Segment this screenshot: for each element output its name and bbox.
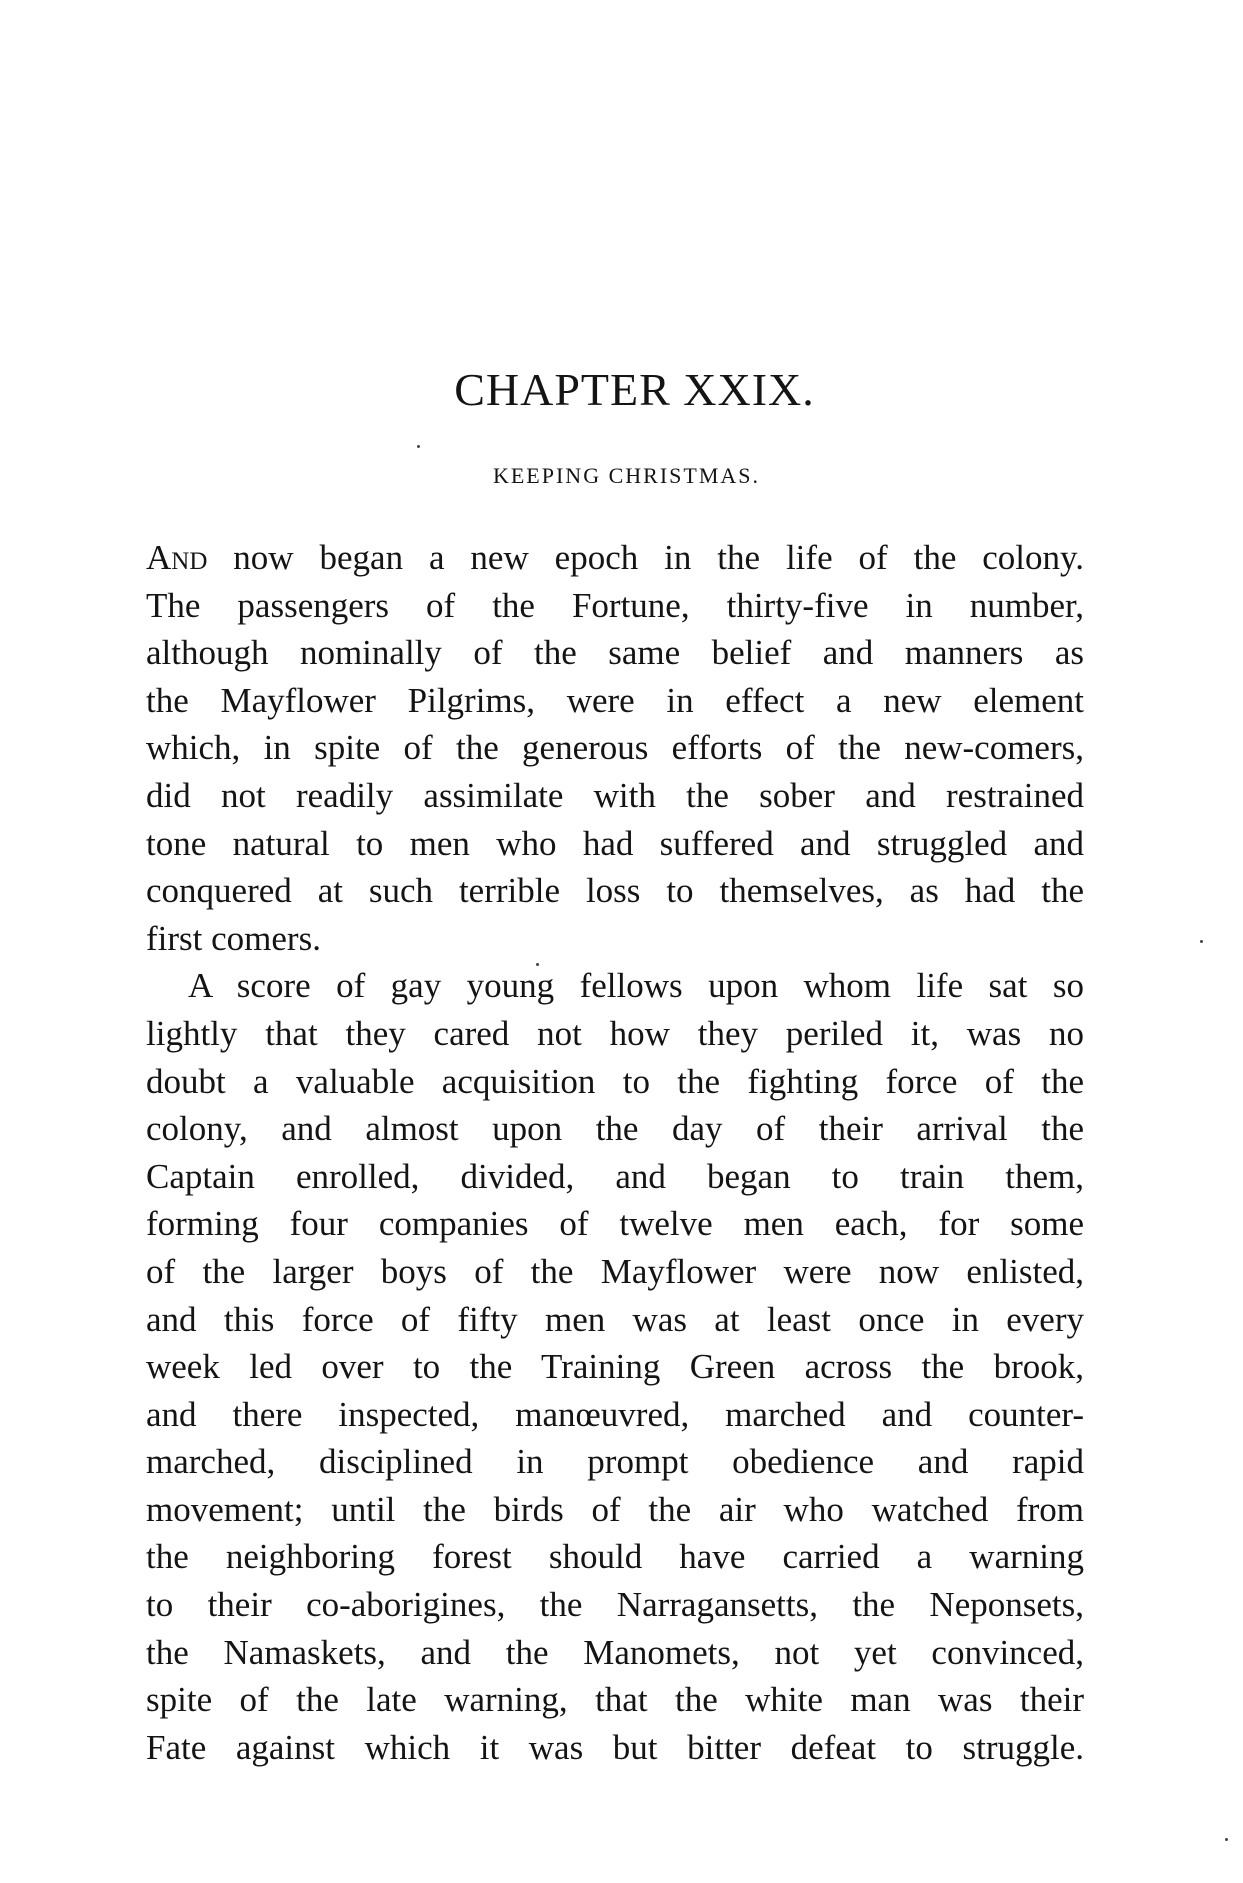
text-line: doubt a valuable acquisition to the fighting force of the	[146, 1061, 1084, 1101]
text-line: and this force of fifty men was at least once in every	[146, 1299, 1084, 1339]
text-line: did not readily assimilate with the sober and restrained	[146, 775, 1084, 815]
text-line: A score of gay young fellows upon whom life sat so	[188, 966, 1084, 1006]
chapter-title: CHAPTER XXIX.	[454, 364, 815, 415]
text-line: forming four companies of twelve men each, for some	[146, 1204, 1084, 1244]
text-line: The passengers of the Fortune, thirty-five in number,	[146, 585, 1084, 625]
text-line: the neighboring forest should have carried a warning	[146, 1537, 1084, 1577]
text-line: although nominally of the same belief and manners as	[146, 633, 1084, 673]
print-speck	[536, 963, 539, 966]
text-line: and there inspected, manœuvred, marched and counter-	[146, 1394, 1084, 1434]
text-line: movement; until the birds of the air who watched from	[146, 1489, 1084, 1529]
chapter-subtitle: KEEPING CHRISTMAS.	[492, 463, 761, 488]
body-text	[146, 534, 1084, 1771]
text-line: And now began a new epoch in the life of the colony.	[146, 538, 1084, 577]
paragraph-lead-word: And	[146, 538, 208, 577]
print-speck	[1200, 940, 1203, 943]
text-line: tone natural to men who had suffered and struggled and	[146, 823, 1084, 863]
text-line: conquered at such terrible loss to themselves, as had the	[146, 871, 1084, 911]
text-line: colony, and almost upon the day of their arrival the	[146, 1109, 1084, 1149]
text-line: week led over to the Training Green across the brook,	[146, 1347, 1084, 1387]
print-speck	[1225, 1838, 1228, 1841]
text-line: which, in spite of the generous efforts of the new-comers,	[146, 728, 1084, 768]
text-line: Captain enrolled, divided, and began to train them,	[146, 1156, 1084, 1196]
text-line: first comers.	[146, 918, 321, 958]
text-line: Fate against which it was but bitter defeat to struggle.	[146, 1727, 1084, 1767]
print-speck	[417, 445, 420, 448]
text-line: spite of the late warning, that the white man was their	[146, 1680, 1084, 1720]
text-line: the Mayflower Pilgrims, were in effect a new element	[146, 680, 1084, 720]
text-line: of the larger boys of the Mayflower were now enlisted,	[146, 1251, 1084, 1291]
text-line: lightly that they cared not how they periled it, was no	[146, 1013, 1084, 1053]
text-line: marched, disciplined in prompt obedience and rapid	[146, 1442, 1084, 1482]
text-line: to their co-aborigines, the Narragansetts, the Neponsets,	[146, 1585, 1084, 1625]
text-line: the Namaskets, and the Manomets, not yet convinced,	[146, 1632, 1084, 1672]
